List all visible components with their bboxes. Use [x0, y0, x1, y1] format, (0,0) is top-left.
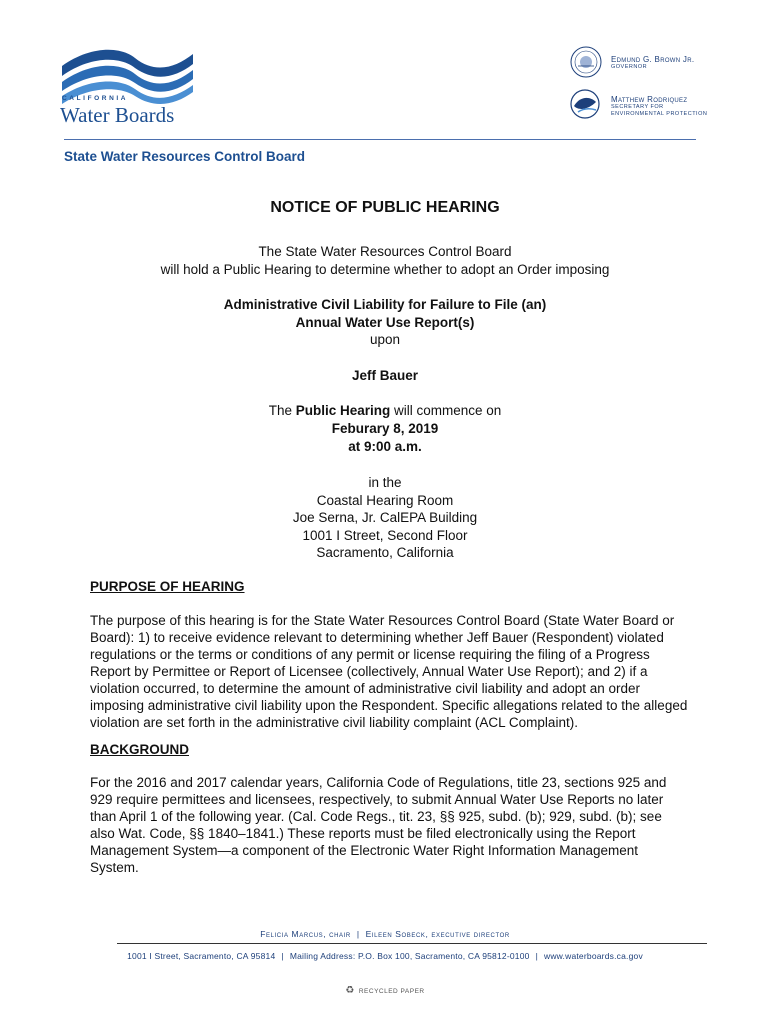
hearing-subject: [64, 296, 706, 331]
logo-wordmark: Water Boards: [60, 103, 175, 127]
hearing-date: Feburary 8, 2019: [331, 421, 439, 436]
subject-line-2: Annual Water Use Report(s): [295, 314, 475, 330]
background-heading: BACKGROUND: [90, 742, 189, 757]
footer-recycled: [64, 985, 706, 996]
notice-intro: [64, 243, 706, 278]
respondent-name: Jeff Bauer: [351, 368, 419, 383]
recycle-icon: ♻: [345, 985, 355, 996]
footer-separator: |: [281, 951, 284, 961]
footer-director: Eileen Sobeck, executive director: [365, 929, 510, 939]
footer-chair: Felicia Marcus, chair: [260, 929, 351, 939]
location-line-1: in the: [368, 475, 402, 490]
intro-line-2: will hold a Public Hearing to determine whether to adopt an Order imposing: [160, 261, 610, 277]
footer-officials: [64, 929, 706, 939]
subject-line-1: Administrative Civil Liability for Failure to File (an): [223, 297, 547, 312]
secretary-name: Matthew Rodriquez: [611, 95, 688, 104]
notice-title: NOTICE OF PUBLIC HEARING: [270, 199, 500, 216]
background-paragraph: For the 2016 and 2017 calendar years, California Code of Regulations, title 23, sections 925 and 929 require permittees and licensees, respectively, to submit Annual Water Use Reports no later than April 1 of the following year. (Cal. Code Regs., tit. 23, §§ 925, subd. (b); 929, subd. (b); see also Wat. Code, §§ 1840–1841.) These reports must be filed electronically using the Report Management System—a component of the Electronic Water Right Information Management System.: [90, 775, 667, 875]
footer-divider: [117, 943, 707, 944]
secretary-title-line-2: ENVIRONMENTAL PROTECTION: [611, 111, 708, 117]
location-line-5: Sacramento, California: [316, 545, 454, 560]
hearing-location: [64, 474, 706, 562]
hearing-time: at 9:00 a.m.: [348, 438, 422, 454]
calepa-leaf-icon: [568, 88, 602, 120]
hearing-datetime: [64, 420, 706, 455]
secretary-block: [611, 95, 707, 118]
commence-pre: The: [268, 403, 296, 418]
location-line-4: 1001 I Street, Second Floor: [302, 527, 468, 543]
footer-website-link[interactable]: www.waterboards.ca.gov: [544, 951, 643, 961]
footer-address-line: [64, 951, 706, 961]
purpose-paragraph: The purpose of this hearing is for the State Water Resources Control Board (State Water Board or Board): 1) to receive evidence relevant to determining whether Jeff Bauer (Respondent) violated regulations or the terms or conditions of any permit or license requiring the filing of a Progress Report by Permittee or Report of Licensee (collectively, Annual Water Use Report); and 2) if a violation occurred, to determine the amount of administrative civil liability and adopt an order imposing administrative civil liability upon the Respondent. Specific allegations related to the alleged violation are set forth in the administrative civil liability complaint (ACL Complaint).: [90, 613, 688, 730]
commence-post: will commence on: [390, 403, 502, 418]
logo-state-label: CALIFORNIA: [62, 95, 129, 102]
commence-bold: Public Hearing: [295, 403, 391, 418]
upon-text: upon: [369, 332, 401, 347]
governor-name: Edmund G. Brown Jr.: [611, 55, 695, 64]
governor-block: [611, 55, 694, 71]
purpose-heading: PURPOSE OF HEARING: [90, 579, 245, 594]
recycled-paper-label: RECYCLED PAPER: [358, 988, 425, 995]
footer-mailing-address: Mailing Address: P.O. Box 100, Sacramento, CA 95812-0100: [289, 951, 530, 961]
header-divider: [64, 139, 696, 140]
footer-separator: |: [535, 951, 538, 961]
footer-separator: |: [356, 929, 360, 939]
commence-line: [64, 402, 706, 420]
intro-line-1: The State Water Resources Control Board: [258, 244, 512, 259]
location-line-3: Joe Serna, Jr. CalEPA Building: [292, 510, 478, 525]
location-line-2: Coastal Hearing Room: [316, 492, 454, 508]
footer-street-address: 1001 I Street, Sacramento, CA 95814: [127, 951, 276, 961]
state-seal-icon: [570, 46, 602, 78]
board-name: State Water Resources Control Board: [64, 149, 306, 164]
governor-title: GOVERNOR: [611, 64, 648, 70]
secretary-title-line-1: SECRETARY FOR: [611, 104, 664, 110]
